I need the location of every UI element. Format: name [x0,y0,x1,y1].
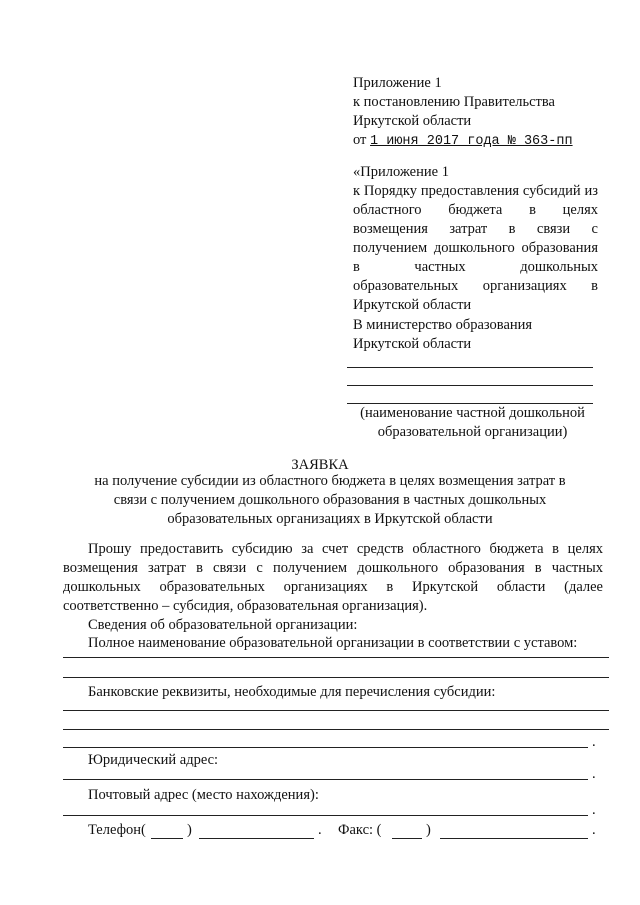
document-title: ЗАЯВКА [291,457,349,473]
fax-close: ) [426,822,431,838]
addressee-caption-line2: образовательной организации) [377,424,568,440]
phone-number-line [199,838,314,839]
addressee-line1: В министерство образования [353,317,533,333]
appendix-date-line [353,131,613,151]
phone-label: Телефон( [88,822,146,838]
appendix-date-value: 1 июня 2017 года № 363-пп [370,134,573,149]
addressee-line2: Иркутской области [353,336,472,352]
appendix-title: Приложение 1 [353,75,442,91]
phone-code-line [151,838,183,839]
fax-number-line [440,838,588,839]
full-name-line-2 [63,677,609,678]
postal-address-line [63,815,588,816]
legal-address-period: . [592,766,596,782]
inner-appendix-title: «Приложение 1 [353,164,449,180]
appendix-region: Иркутской области [353,113,472,129]
document-subtitle [40,472,620,529]
appendix-decree: к постановлению Правительства [353,94,555,110]
appendix-block [353,74,613,151]
legal-address-label: Юридический адрес: [88,752,219,768]
legal-address-line [63,779,588,780]
addressee-block [353,316,603,354]
phone-period: . [318,822,322,838]
bank-period: . [592,734,596,750]
inner-appendix-block [353,163,598,315]
phone-close: ) [187,822,192,838]
postal-address-label: Почтовый адрес (место нахождения): [88,787,319,803]
subtitle-line2: связи с получением дошкольного образования в частных дошкольных [113,492,547,508]
bank-line-1 [63,710,609,711]
full-name-line-1 [63,657,609,658]
bank-line-2 [63,729,609,730]
section-label: Сведения об образовательной организации: [88,617,358,633]
postal-address-period: . [592,802,596,818]
fax-label: Факс: ( [338,822,382,838]
appendix-date-prefix: от [353,132,367,148]
subtitle-line3: образовательных организациях в Иркутской области [167,511,493,527]
inner-appendix-body: к Порядку предоставления субсидий из областного бюджета в целях возмещения затрат в связи с получением дошкольного образования в частных дошкольных образовательных организациях в Иркутской области [353,183,598,313]
addressee-caption [340,404,605,442]
bank-line-3 [63,747,588,748]
request-paragraph: Прошу предоставить субсидию за счет средств областного бюджета в целях возмещения затрат в связи с получением дошкольного образования в частных дошкольных образовательных организациях в Иркутской области (далее соответственно – субсидия, образовательная организация). [63,541,603,614]
fax-code-line [392,838,422,839]
fax-period: . [592,822,596,838]
addressee-caption-line1: (наименование частной дошкольной [360,405,585,421]
org-name-line-1 [347,367,593,368]
bank-label: Банковские реквизиты, необходимые для перечисления субсидии: [88,684,496,700]
subtitle-line1: на получение субсидии из областного бюджета в целях возмещения затрат в [94,473,566,489]
org-name-line-2 [347,385,593,386]
full-name-label: Полное наименование образовательной организации в соответствии с уставом: [88,635,578,651]
